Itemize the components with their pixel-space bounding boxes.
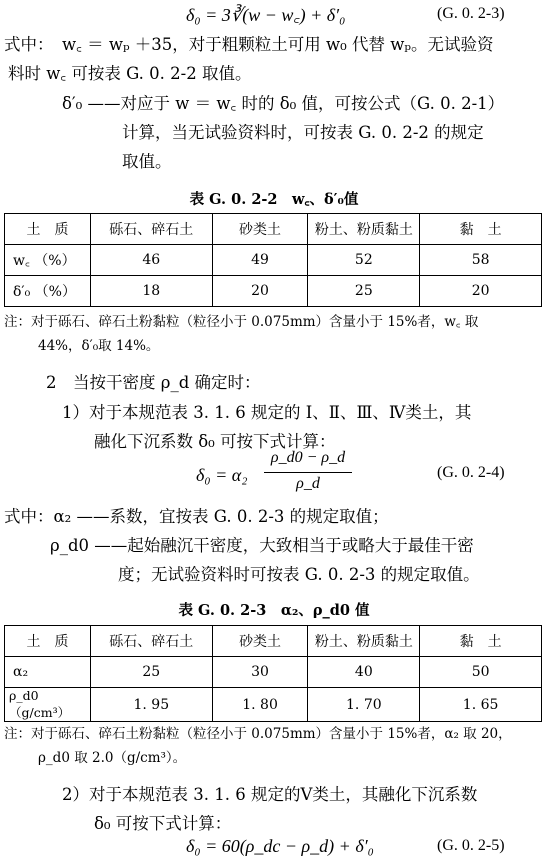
header-cell: 粉土、粉质黏土	[308, 626, 420, 657]
table-note-line1: 注：对于砾石、碎石土粉黏粒（粒径小于 0.075mm）含量小于 15%者，w꜀ 取	[4, 314, 479, 330]
table-cell: 30	[212, 657, 308, 688]
header-cell: 砾石、碎石土	[90, 214, 212, 245]
item-2-heading: 2 当按干密度 ρ_d 确定时：	[46, 373, 261, 392]
table-cell: 25	[308, 276, 420, 307]
formula-g-0-2-5: δ₀ = 60(ρ_dc − ρ_d) + δ′₀	[186, 836, 374, 856]
a2-definition: 式中：α₂ ——系数，宜按表 G. 0. 2-3 的规定取值；	[4, 507, 389, 526]
d0-definition-line1: δ′₀ ——对应于 w ＝ w꜀ 时的 δ₀ 值，可按公式（G. 0. 2-1）	[62, 94, 505, 113]
d0-definition-line2: 计算，当无试验资料时，可按表 G. 0. 2-2 的规定	[122, 123, 484, 142]
row-label: ρ_d0（g/cm³）	[5, 688, 91, 722]
row-label: w꜀ （%）	[5, 245, 91, 276]
header-cell: 砂类土	[212, 214, 308, 245]
fraction-bar	[264, 472, 352, 473]
formula-number: (G. 0. 2-5)	[437, 837, 505, 854]
table-caption: 表 G. 0. 2-2 w꜀、δ′₀值	[189, 191, 359, 208]
formula-numerator: ρ_d0 − ρ_d	[270, 449, 346, 466]
header-cell: 砂类土	[212, 626, 308, 657]
row-label: δ′₀ （%）	[5, 276, 91, 307]
header-cell: 粉土、粉质黏土	[308, 214, 420, 245]
table-cell: 58	[420, 245, 542, 276]
table-cell: 49	[212, 245, 308, 276]
table-cell: 40	[308, 657, 420, 688]
rho-d0-definition-line2: 度；无试验资料时可按表 G. 0. 2-3 的规定取值。	[118, 565, 480, 584]
rho-d0-definition-line1: ρ_d0 ——起始融沉干密度，大致相当于或略大于最佳干密	[50, 536, 474, 555]
data-table	[4, 213, 542, 307]
wc-definition-line1: w꜀ ＝ wₚ ＋35，对于粗颗粒土可用 w₀ 代替 wₚ。无试验资	[62, 35, 494, 54]
table-cell: 20	[212, 276, 308, 307]
table-cell: 20	[420, 276, 542, 307]
item-2-2-line1: 2）对于本规范表 3. 1. 6 规定的Ⅴ类土，其融化下沉系数	[62, 785, 478, 804]
table-cell: 46	[90, 245, 212, 276]
item-2-2-line2: δ₀ 可按下式计算：	[94, 814, 232, 833]
formula-g-0-2-3: δ₀ = 3∛(w − w꜀) + δ′₀	[186, 5, 346, 25]
header-cell: 砾石、碎石土	[90, 626, 212, 657]
row-label: α₂	[5, 657, 91, 688]
formula-number: (G. 0. 2-3)	[437, 5, 505, 22]
table-cell: 1. 95	[90, 688, 212, 722]
table-note-line2: ρ_d0 取 2.0（g/cm³）。	[38, 750, 187, 766]
table-note-line1: 注：对于砾石、碎石土粉黏粒（粒径小于 0.075mm）含量小于 15%者，α₂ 取 20，	[4, 726, 512, 742]
item-2-1-line1: 1）对于本规范表 3. 1. 6 规定的 Ⅰ、Ⅱ、Ⅲ、Ⅳ类土，其	[62, 403, 472, 422]
d0-definition-line3: 取值。	[122, 152, 172, 171]
table-row	[5, 657, 542, 688]
table-row	[5, 276, 542, 307]
item-2-1-line2: 融化下沉系数 δ₀ 可按下式计算：	[94, 432, 336, 451]
formula-number: (G. 0. 2-4)	[437, 464, 505, 481]
table-cell: 1. 70	[308, 688, 420, 722]
table-cell: 50	[420, 657, 542, 688]
table-cell: 52	[308, 245, 420, 276]
header-cell: 黏 土	[420, 214, 542, 245]
table-note-line2: 44%，δ′₀取 14%。	[38, 338, 160, 354]
table-cell: 1. 80	[212, 688, 308, 722]
data-table	[4, 625, 542, 722]
table-cell: 18	[90, 276, 212, 307]
formula-denominator: ρ_d	[296, 475, 320, 492]
table-row	[5, 245, 542, 276]
formula-g-0-2-4-left: δ₀ = α₂	[196, 465, 248, 485]
header-cell: 黏 土	[420, 626, 542, 657]
wc-definition-line2: 料时 w꜀ 可按表 G. 0. 2-2 取值。	[8, 64, 252, 83]
table-cell: 25	[90, 657, 212, 688]
header-cell: 土 质	[5, 214, 91, 245]
table-header-row	[5, 626, 542, 657]
table-caption: 表 G. 0. 2-3 α₂、ρ_d0 值	[178, 602, 370, 619]
table-row	[5, 688, 542, 722]
header-cell: 土 质	[5, 626, 91, 657]
where-label: 式中：	[4, 35, 54, 54]
table-header-row	[5, 214, 542, 245]
table-cell: 1. 65	[420, 688, 542, 722]
